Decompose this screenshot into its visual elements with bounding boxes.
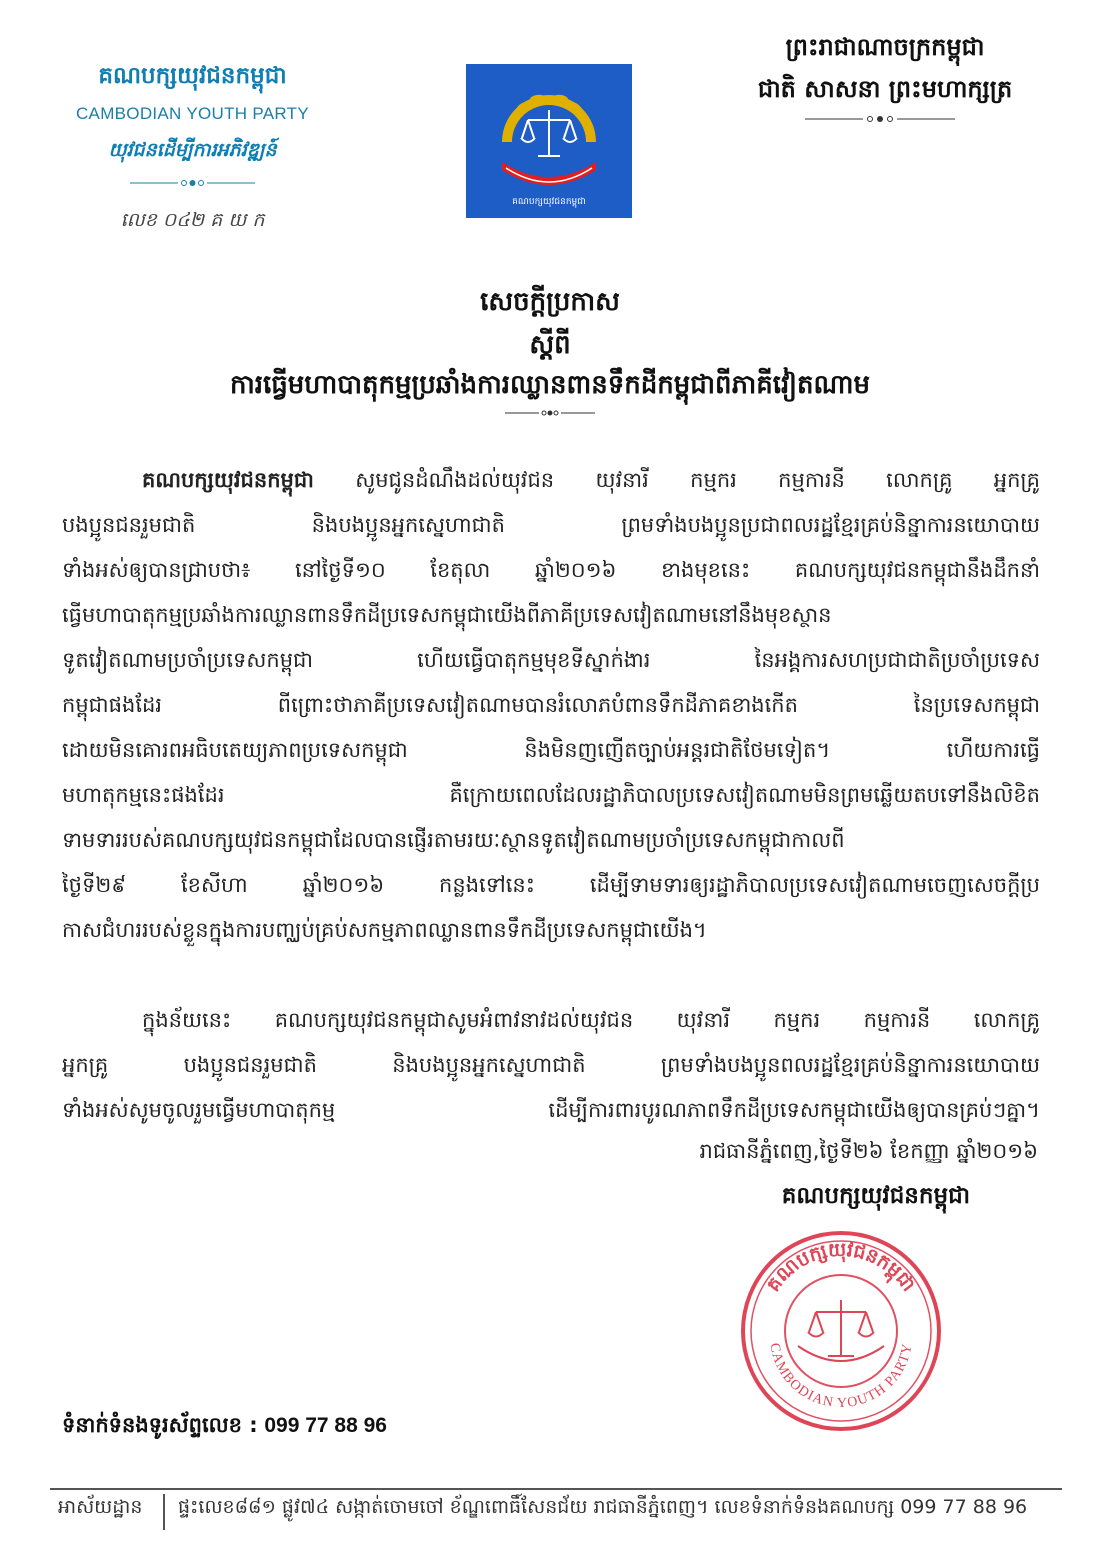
logo-caption: គណបក្សយុវជនកម្ពុជា	[512, 197, 586, 207]
phone-number: 099 77 88 96	[264, 1414, 387, 1437]
date-place: រាជធានីភ្នំពេញ,ថ្ងៃទី២៦ ខែកញ្ញា ឆ្នាំ២០១៦	[699, 1139, 1038, 1163]
title-subject: ការធ្វើមហាបាតុកម្មប្រឆាំងការឈ្លានពានទឹកដីកម្ពុជាពីភាគីវៀតណាម	[229, 370, 871, 400]
paragraph-line: ទាមទាររបស់គណបក្សយុវជនកម្ពុជាដែលបានផ្ញើរតាមរយៈស្ថានទូតវៀតណាមប្រចាំប្រទេសកម្ពុជាកាលពី	[62, 828, 845, 852]
paragraph-line: ថ្ងៃទី២៩ ខែសីហា ឆ្នាំ២០១៦ កន្លងទៅនេះ ដើម្បីទាមទារឲ្យរដ្ឋាភិបាលប្រទេសវៀតណាមចេញសេចក្តីប្រ	[62, 873, 1040, 897]
paragraph-line: អ្នកគ្រូ បងប្អូនជនរួមជាតិ និងបងប្អូនអ្នកស្នេហាជាតិ ព្រមទាំងបងប្អូនពលរដ្ឋខ្មែរគ្រប់និន្នាការនយោបាយ	[62, 1053, 1040, 1077]
footer-divider	[50, 1488, 1062, 1490]
svg-text:គណបក្សយុវជនកម្ពុជា: គណបក្សយុវជនកម្ពុជា	[762, 1238, 920, 1296]
paragraph-line: មហាតុកម្មនេះផងដែរ គឺក្រោយពេលដែលរដ្ឋាភិបាលប្រទេសវៀតណាមមិនព្រមឆ្លើយតបទៅនឹងលិខិត	[62, 783, 1040, 807]
footer-address: ផ្ទះលេខ៨៨១ ផ្លូវ៧៤ សង្កាត់ចោមចៅ ខ័ណ្ឌពោធិ៍សែនជ័យ រាជធានីភ្នំពេញ។ លេខទំនាក់ទំនងគណបក្ស 099 77 88 96	[178, 1496, 1028, 1518]
party-slogan: យុវជនដើម្បីការអភិវឌ្ឍន៍	[108, 139, 277, 161]
party-name-bold: គណបក្សយុវជនកម្ពុជា	[142, 468, 314, 492]
party-name-kh: គណបក្សយុវជនកម្ពុជា	[98, 63, 287, 89]
paragraph-line: ធ្វើមហាបាតុកម្មប្រឆាំងការឈ្លានពានទឹកដីប្រទេសកម្ពុជាយើងពីភាគីប្រទេសវៀតណាមនៅនឹងមុខស្ថាន	[62, 603, 832, 627]
party-name-en: CAMBODIAN YOUTH PARTY	[75, 104, 309, 123]
paragraph-line: ទាំងអស់សូមចូលរួមធ្វើមហាបាតុកម្ម ដើម្បីការពារបូរណភាពទឹកដីប្រទេសកម្ពុជាយើងឲ្យបានគ្រប់ៗគ្នា។	[62, 1098, 1040, 1122]
paragraph-line: ក្នុងន័យនេះ គណបក្សយុវជនកម្ពុជាសូមអំពាវនាវដល់យុវជន យុវនារី កម្មករ កម្មការនី លោកគ្រូ	[142, 1008, 1040, 1032]
phone-label: ទំនាក់ទំនងទូរស័ព្ទលេខ :	[62, 1413, 258, 1437]
paragraph-line: ទូតវៀតណាមប្រចាំប្រទេសកម្ពុជា ហើយធ្វើបាតុកម្មមុខទីស្នាក់ងារ នៃអង្គការសហប្រជាជាតិប្រចាំប្រទេស	[62, 648, 1040, 672]
document-number: លេខ ០៤២ គ យ ក	[120, 209, 265, 231]
party-seal-stamp	[738, 1228, 944, 1434]
divider-ornament	[505, 408, 595, 418]
body-paragraph-2	[62, 998, 1040, 1133]
footer-separator	[163, 1494, 165, 1530]
footer-address-label: អាស័យដ្ឋាន	[58, 1496, 143, 1518]
signatory: គណបក្សយុវជនកម្ពុជា	[781, 1183, 970, 1209]
paragraph-line: គណបក្សយុវជនកម្ពុជា សូមជូនដំណឹងដល់យុវជន យុវនារី កម្មករ កម្មការនី លោកគ្រូ អ្នកគ្រូ	[142, 468, 1040, 492]
svg-text:CAMBODIAN YOUTH PARTY: CAMBODIAN YOUTH PARTY	[766, 1341, 916, 1412]
phone-contact	[62, 1412, 387, 1443]
paragraph-line: ទាំងអស់ឲ្យបានជ្រាបថា៖ នៅថ្ងៃទី១០ ខែតុលា ឆ្នាំ២០១៦ ខាងមុខនេះ គណបក្សយុវជនកម្ពុជានឹងដឹកនាំ	[62, 558, 1040, 582]
title-announcement: សេចក្តីប្រកាស	[480, 287, 620, 317]
title-about: ស្តីពី	[529, 330, 571, 360]
party-logo	[466, 64, 632, 218]
divider-ornament	[805, 114, 955, 124]
divider-ornament	[130, 178, 255, 188]
kingdom-heading: ព្រះរាជាណាចក្រកម្ពុជា	[785, 33, 985, 61]
paragraph-line: កាសជំហររបស់ខ្លួនក្នុងការបញ្ឈប់គ្រប់សកម្មភាពឈ្លានពានទឹកដីប្រទេសកម្ពុជាយើង។	[62, 918, 707, 942]
paragraph-line: ដោយមិនគោរពអធិបតេយ្យភាពប្រទេសកម្ពុជា និងមិនញញើតច្បាប់អន្តរជាតិថែមទៀត។ ហើយការធ្វើ	[62, 738, 1040, 762]
paragraph-line: បងប្អូនជនរួមជាតិ និងបងប្អូនអ្នកស្នេហាជាតិ ព្រមទាំងបងប្អូនប្រជាពលរដ្ឋខ្មែរគ្រប់និន្នាការនយោបាយ	[62, 513, 1040, 537]
paragraph-line: កម្ពុជាផងដែរ ពីព្រោះថាភាគីប្រទេសវៀតណាមបានរំលោភបំពានទឹកដីភាគខាងកើត នៃប្រទេសកម្ពុជា	[62, 693, 1040, 717]
national-motto: ជាតិ សាសនា ព្រះមហាក្សត្រ	[757, 75, 1013, 103]
body-paragraph-1	[62, 458, 1040, 953]
